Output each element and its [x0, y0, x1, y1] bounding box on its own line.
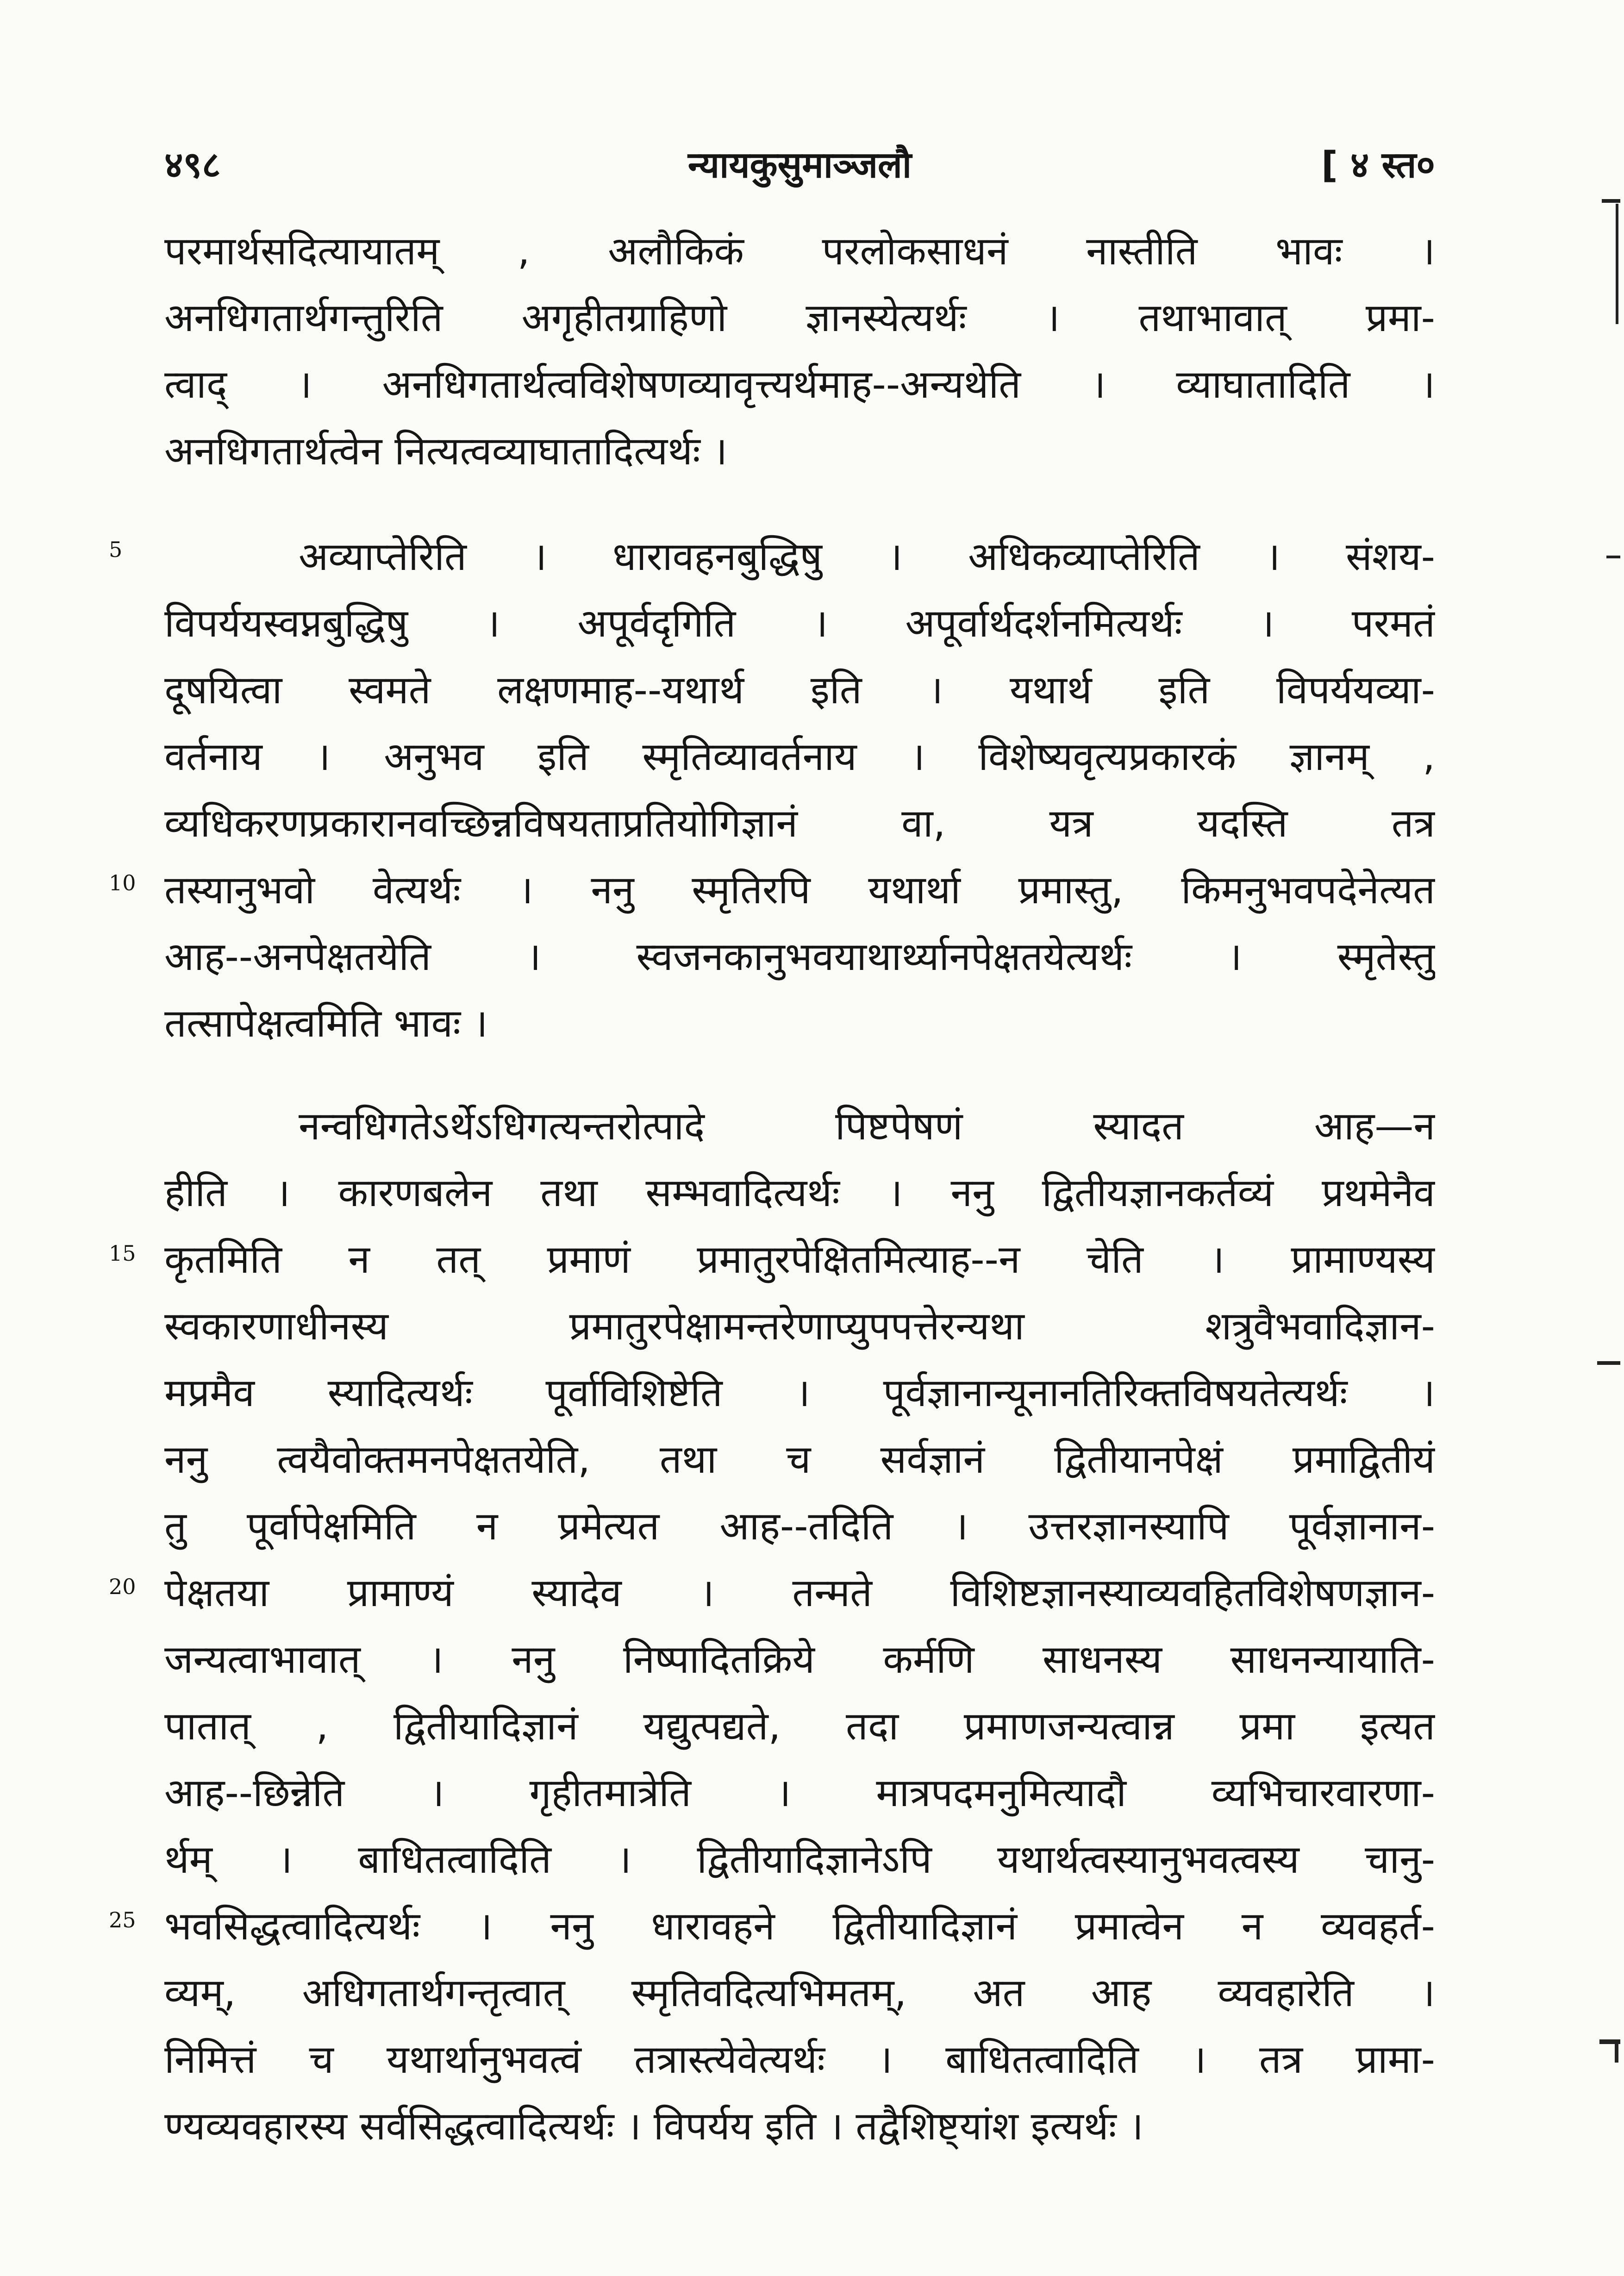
text-line: व्यम्, अधिगतार्थगन्तृत्वात् स्मृतिवदित्यभिमतम्, अत आह व्यवहारेति ।	[164, 1970, 1435, 2015]
text-line: आह--अनपेक्षतयेति । स्वजनकानुभवयाथार्थ्यानपेक्षतयेत्यर्थः । स्मृतेस्तु	[164, 934, 1435, 979]
text-line: मप्रमैव स्यादित्यर्थः पूर्वाविशिष्टेति । पूर्वज्ञानान्यूनानतिरिक्तविषयतेत्यर्थः ।	[164, 1370, 1435, 1415]
paragraph-1	[164, 218, 1435, 484]
text-line: जन्यत्वाभावात् । ननु निष्पादितक्रिये कर्मणि साधनस्य साधनन्यायाति-	[164, 1637, 1435, 1682]
scan-edge-mark	[1599, 2039, 1620, 2044]
text-line: ण्यव्यवहारस्य सर्वसिद्धत्वादित्यर्थः । विपर्यय इति । तद्वैशिष्ट्यांश इत्यर्थः ।	[164, 2103, 1144, 2149]
text-line: नन्वधिगतेऽर्थेऽधिगत्यन्तरोत्पादे पिष्टपेषणं स्यादत आह—न	[299, 1103, 1435, 1149]
line-number: 15	[109, 1241, 136, 1266]
text-line: वर्तनाय । अनुभव इति स्मृतिव्यावर्तनाय । विशेष्यवृत्यप्रकारकं ज्ञानम् ,	[164, 734, 1435, 779]
line-number: 20	[109, 1574, 136, 1599]
page-number: ४९८	[164, 144, 221, 186]
text-line: अनधिगतार्थगन्तुरिति अगृहीतग्राहिणो ज्ञानस्येत्यर्थः । तथाभावात् प्रमा-	[164, 295, 1435, 340]
text-line: पेक्षतया प्रामाण्यं स्यादेव । तन्मते विशिष्टज्ञानस्याव्यवहितविशेषणज्ञान-	[164, 1570, 1435, 1615]
text-line: परमार्थसदित्यायातम् , अलौकिकं परलोकसाधनं नास्तीति भावः ।	[164, 228, 1435, 274]
text-line: भवसिद्धत्वादित्यर्थः । ननु धारावहने द्वितीयादिज्ञानं प्रमात्वेन न व्यवहर्त-	[164, 1903, 1435, 1949]
scan-edge-mark	[1602, 199, 1620, 203]
scan-edge-mark	[1597, 1361, 1620, 1365]
scan-edge-mark	[1616, 204, 1618, 324]
text-line: तत्सापेक्षत्वमिति भावः ।	[164, 1000, 488, 1046]
line-number: 10	[109, 870, 136, 895]
text-line: आह--छिन्नेति । गृहीतमात्रेति । मात्रपदमनुमित्यादौ व्यभिचारवारणा-	[164, 1770, 1435, 1815]
text-line: हीति । कारणबलेन तथा सम्भवादित्यर्थः । ननु द्वितीयज्ञानकर्तव्यं प्रथमेनैव	[164, 1170, 1435, 1215]
text-line: तस्यानुभवो वेत्यर्थः । ननु स्मृतिरपि यथार्था प्रमास्तु, किमनुभवपदेनेत्यत	[164, 867, 1435, 913]
text-line: निमित्तं च यथार्थानुभवत्वं तत्रास्त्येवेत्यर्थः । बाधितत्वादिति । तत्र प्रामा-	[164, 2037, 1435, 2082]
line-number: 25	[109, 1907, 136, 1932]
text-line: त्वाद् । अनधिगतार्थत्वविशेषणव्यावृत्त्यर्थमाह--अन्यथेति । व्याघातादिति ।	[164, 362, 1435, 407]
text-line: ननु त्वयैवोक्तमनपेक्षतयेति, तथा च सर्वज्ञानं द्वितीयानपेक्षं प्रमाद्वितीयं	[164, 1437, 1435, 1482]
paragraph-3	[164, 1093, 1435, 2159]
paragraph-2	[164, 523, 1435, 1057]
section-marker: [ ४ स्त०	[1321, 144, 1435, 186]
scan-edge-mark	[1615, 2044, 1618, 2063]
running-title: न्यायकुसुमाञ्जलौ	[687, 144, 912, 186]
line-number: 5	[109, 537, 123, 562]
text-line: अव्याप्तेरिति । धारावहनबुद्धिषु । अधिकव्याप्तेरिति । संशय-	[299, 534, 1435, 579]
text-line: र्थम् । बाधितत्वादिति । द्वितीयादिज्ञानेऽपि यथार्थत्वस्यानुभवत्वस्य चानु-	[164, 1837, 1435, 1882]
text-line: तु पूर्वापेक्षमिति न प्रमेत्यत आह--तदिति । उत्तरज्ञानस्यापि पूर्वज्ञानान-	[164, 1503, 1435, 1549]
text-line: कृतमिति न तत् प्रमाणं प्रमातुरपेक्षितमित्याह--न चेति । प्रामाण्यस्य	[164, 1237, 1435, 1282]
text-line: व्यधिकरणप्रकारानवच्छिन्नविषयताप्रतियोगिज्ञानं वा, यत्र यदस्ति तत्र	[164, 800, 1435, 846]
scan-edge-mark	[1606, 556, 1620, 558]
text-line: स्वकारणाधीनस्य प्रमातुरपेक्षामन्तरेणाप्युपपत्तेरन्यथा शत्रुवैभवादिज्ञान-	[164, 1303, 1435, 1349]
text-line: दूषयित्वा स्वमते लक्षणमाह--यथार्थ इति । यथार्थ इति विपर्ययव्या-	[164, 667, 1435, 713]
text-line: पातात् , द्वितीयादिज्ञानं यद्युत्पद्यते, तदा प्रमाणजन्यत्वान्न प्रमा इत्यत	[164, 1703, 1435, 1749]
page-header	[164, 139, 1435, 190]
text-line: अनधिगतार्थत्वेन नित्यत्वव्याघातादित्यर्थः ।	[164, 428, 728, 474]
text-line: विपर्ययस्वप्नबुद्धिषु । अपूर्वदृगिति । अपूर्वार्थदर्शनमित्यर्थः । परमतं	[164, 600, 1435, 646]
